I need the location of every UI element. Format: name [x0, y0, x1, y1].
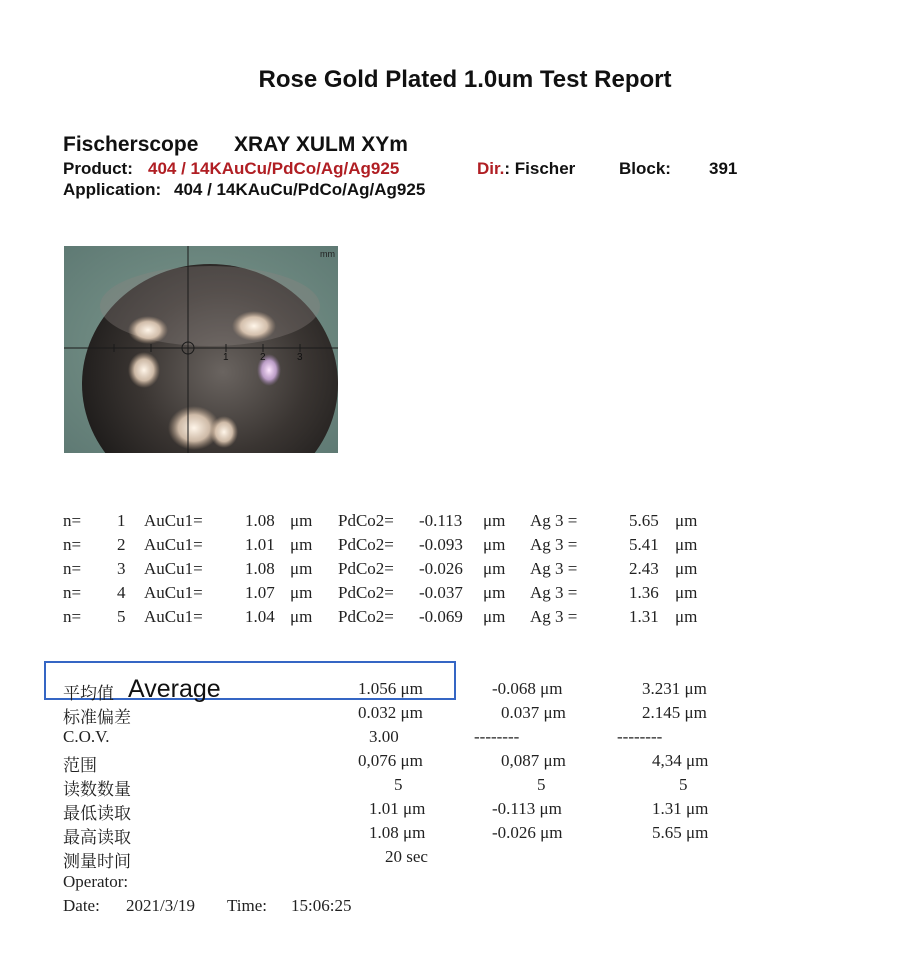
time-label: 测量时间 — [63, 852, 131, 871]
block-value: 391 — [709, 159, 738, 178]
reading-l2: PdCo2= — [338, 535, 394, 554]
dir-field — [477, 159, 575, 179]
reading-n: 2 — [117, 535, 126, 554]
operator-label: Operator: — [63, 872, 129, 891]
reading-n: 1 — [117, 511, 126, 530]
reading-l1: AuCu1= — [144, 583, 203, 602]
reading-v2: -0.093 — [419, 535, 463, 554]
reading-n-label: n= — [63, 511, 82, 530]
reading-v3: 2.43 — [629, 559, 659, 578]
average-label: 平均值 — [63, 684, 114, 703]
count-col2: 5 — [537, 775, 546, 794]
reading-l1: AuCu1= — [144, 511, 203, 530]
min-col3: 1.31 μm — [652, 799, 709, 818]
reading-n: 3 — [117, 559, 126, 578]
reading-v1: 1.08 — [245, 511, 275, 530]
reading-v1: 1.01 — [245, 535, 275, 554]
reading-v3: 5.41 — [629, 535, 659, 554]
average-col3: 3.231 μm — [642, 679, 707, 698]
max-col3: 5.65 μm — [652, 823, 709, 842]
scale-unit: mm — [320, 249, 335, 259]
range-label: 范围 — [63, 756, 97, 775]
range-col1: 0,076 μm — [358, 751, 423, 770]
reading-u2: μm — [483, 559, 506, 578]
reading-u1: μm — [290, 559, 313, 578]
time-of-day-value: 15:06:25 — [291, 896, 352, 915]
min-col1: 1.01 μm — [369, 799, 426, 818]
time-of-day-label: Time: — [227, 896, 268, 915]
cov-col2: -------- — [474, 727, 520, 746]
reading-l1: AuCu1= — [144, 535, 203, 554]
reading-v3: 1.36 — [629, 583, 659, 602]
reading-l1: AuCu1= — [144, 559, 203, 578]
product-value: 404 / 14KAuCu/PdCo/Ag/Ag925 — [148, 159, 400, 178]
product-label: Product: — [63, 159, 133, 178]
max-col1: 1.08 μm — [369, 823, 426, 842]
reading-u2: μm — [483, 607, 506, 626]
reading-v2: -0.026 — [419, 559, 463, 578]
stddev-label: 标准偏差 — [63, 708, 131, 727]
dir-label: Dir. — [477, 159, 505, 178]
reading-u1: μm — [290, 511, 313, 530]
block-label: Block: — [619, 159, 671, 178]
dir-value: : Fischer — [504, 159, 576, 178]
instrument-model: XRAY XULM XYm — [234, 133, 408, 156]
range-col2: 0,087 μm — [501, 751, 566, 770]
reading-n-label: n= — [63, 559, 82, 578]
reading-l3: Ag 3 = — [530, 511, 578, 530]
stddev-col3: 2.145 μm — [642, 703, 707, 722]
scale-tick-3: 3 — [297, 352, 303, 363]
scale-tick-1: 1 — [223, 352, 229, 363]
reading-u3: μm — [675, 583, 698, 602]
reading-u1: μm — [290, 583, 313, 602]
reading-l3: Ag 3 = — [530, 559, 578, 578]
reading-l3: Ag 3 = — [530, 535, 578, 554]
cov-label: C.O.V. — [63, 727, 110, 746]
reading-u1: μm — [290, 535, 313, 554]
reading-u2: μm — [483, 511, 506, 530]
date-value: 2021/3/19 — [126, 896, 195, 915]
date-label: Date: — [63, 896, 100, 915]
reading-v2: -0.113 — [419, 511, 463, 530]
average-col1: 1.056 μm — [358, 679, 423, 698]
reading-l3: Ag 3 = — [530, 583, 578, 602]
reading-u2: μm — [483, 583, 506, 602]
reading-n: 5 — [117, 607, 126, 626]
min-label: 最低读取 — [63, 804, 131, 823]
reading-l2: PdCo2= — [338, 607, 394, 626]
microscope-image — [64, 246, 338, 453]
reading-l2: PdCo2= — [338, 511, 394, 530]
stddev-col2: 0.037 μm — [501, 703, 566, 722]
reading-n: 4 — [117, 583, 126, 602]
max-col2: -0.026 μm — [492, 823, 563, 842]
reading-l2: PdCo2= — [338, 559, 394, 578]
reading-u3: μm — [675, 607, 698, 626]
reading-n-label: n= — [63, 607, 82, 626]
stddev-col1: 0.032 μm — [358, 703, 423, 722]
application-value: 404 / 14KAuCu/PdCo/Ag/Ag925 — [174, 180, 426, 199]
count-col1: 5 — [394, 775, 403, 794]
report-title: Rose Gold Plated 1.0um Test Report — [258, 66, 672, 93]
application-label: Application: — [63, 180, 162, 199]
reading-v3: 1.31 — [629, 607, 659, 626]
max-label: 最高读取 — [63, 828, 131, 847]
cov-col3: -------- — [617, 727, 663, 746]
reading-u3: μm — [675, 535, 698, 554]
reading-v1: 1.04 — [245, 607, 275, 626]
reading-v1: 1.07 — [245, 583, 275, 602]
reading-v3: 5.65 — [629, 511, 659, 530]
reading-v1: 1.08 — [245, 559, 275, 578]
time-value: 20 sec — [385, 847, 428, 866]
reading-u2: μm — [483, 535, 506, 554]
range-col3: 4,34 μm — [652, 751, 709, 770]
reading-n-label: n= — [63, 583, 82, 602]
scale-tick-2: 2 — [260, 352, 266, 363]
average-annotation: Average — [128, 675, 221, 703]
count-col3: 5 — [679, 775, 688, 794]
reading-u3: μm — [675, 511, 698, 530]
reading-u1: μm — [290, 607, 313, 626]
cov-col1: 3.00 — [369, 727, 399, 746]
instrument-name: Fischerscope — [63, 133, 199, 156]
reading-l3: Ag 3 = — [530, 607, 578, 626]
reading-v2: -0.037 — [419, 583, 463, 602]
reading-l2: PdCo2= — [338, 583, 394, 602]
count-label: 读数数量 — [63, 780, 131, 799]
reading-u3: μm — [675, 559, 698, 578]
min-col2: -0.113 μm — [492, 799, 562, 818]
reading-n-label: n= — [63, 535, 82, 554]
average-col2: -0.068 μm — [492, 679, 563, 698]
reading-l1: AuCu1= — [144, 607, 203, 626]
reading-v2: -0.069 — [419, 607, 463, 626]
